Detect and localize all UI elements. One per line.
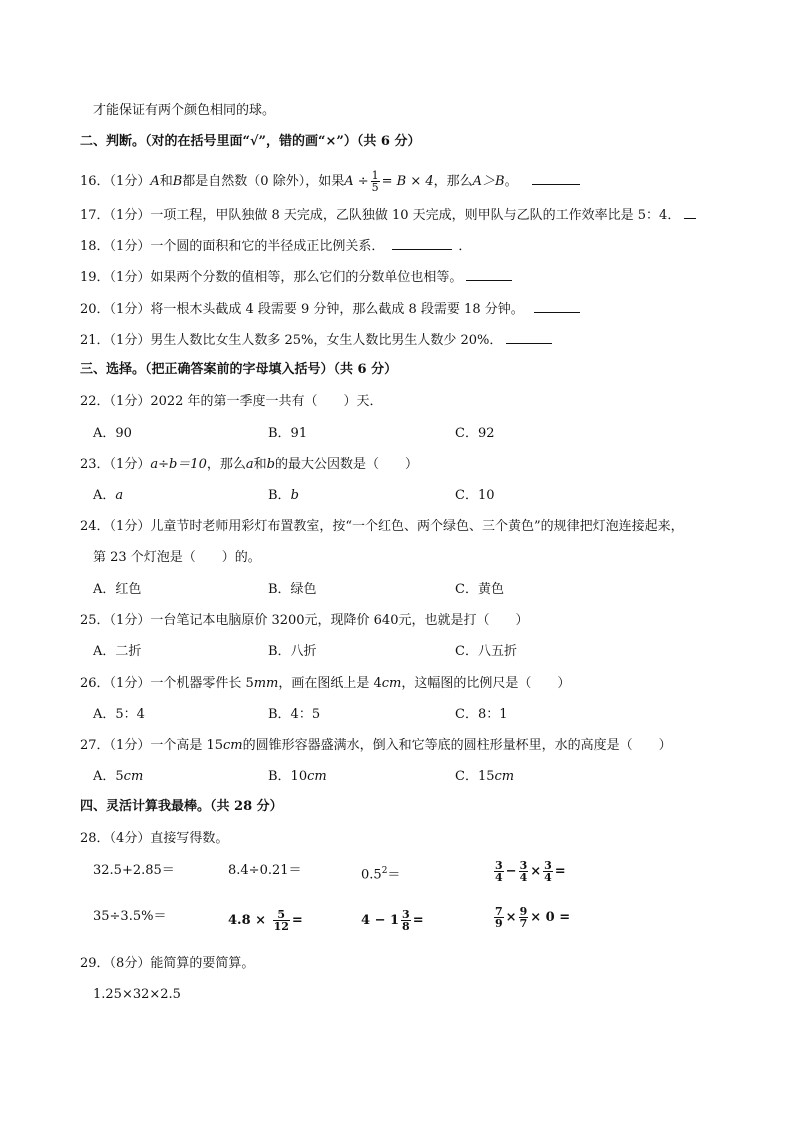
calc-item: 1.25×32×2.5 xyxy=(93,987,181,1002)
q16-text3: ，那么 xyxy=(433,174,473,189)
option-b[interactable]: B．91 xyxy=(268,426,308,441)
answer-blank[interactable] xyxy=(684,206,696,219)
q16-var-a: A xyxy=(150,174,160,189)
option-c[interactable]: C．黄色 xyxy=(455,582,504,597)
option-a[interactable]: A．二折 xyxy=(93,644,142,659)
question-18: 18．（1分）一个圆的面积和它的半径成正比例关系． ． xyxy=(80,239,472,254)
section-3-title: 三、选择。（把正确答案前的字母填入括号）（共 6 分） xyxy=(80,362,398,377)
option-c[interactable]: C．8：1 xyxy=(455,707,508,722)
option-a[interactable]: A．红色 xyxy=(93,582,142,597)
question-28: 28．（4分）直接写得数。 xyxy=(80,831,229,846)
carryover-text: 才能保证有两个颜色相同的球。 xyxy=(93,103,276,118)
option-b[interactable]: B．4：5 xyxy=(268,707,321,722)
q16-text1: 和 xyxy=(159,174,173,189)
q16-number: 16．（1分） xyxy=(80,174,151,189)
calc-item: $\frac{7}{9}$ × $\frac{9}{7}$ × 0 = xyxy=(495,905,571,930)
option-b[interactable]: B．10cm xyxy=(268,769,327,784)
option-c[interactable]: C．10 xyxy=(455,488,495,503)
option-c[interactable]: C．92 xyxy=(455,426,495,441)
calc-item: $\frac{3}{4}$ − $\frac{3}{4}$ × $\frac{3}{4}$ = xyxy=(495,859,566,884)
question-17: 17．（1分）一项工程，甲队独做 8 天完成，乙队独做 10 天完成，则甲队与乙队的工作效率比是 5：4． xyxy=(80,206,696,225)
question-29: 29．（8分）能简算的要简算。 xyxy=(80,956,255,971)
calc-item: 35÷3.5%＝ xyxy=(93,909,167,924)
answer-blank[interactable] xyxy=(466,268,512,281)
question-20: 20．（1分）将一根木头截成 4 段需要 9 分钟，那么截成 8 段需要 18 分钟。 xyxy=(80,300,580,319)
q16-var-b: B xyxy=(172,174,183,189)
question-16 xyxy=(80,170,580,193)
question-27: 27．（1分）一个高是 15cm的圆锥形容器盛满水，倒入和它等底的圆柱形量杯里，水的高度是（ ） xyxy=(80,738,672,753)
answer-blank[interactable] xyxy=(534,300,580,313)
calc-item: 8.4÷0.21＝ xyxy=(228,863,302,878)
option-b[interactable]: B．b xyxy=(268,488,299,503)
option-a[interactable]: A．5：4 xyxy=(93,707,145,722)
calc-item: $0.5^2=$ xyxy=(361,866,401,883)
q16-text2: 都是自然数（0 除外），如果 xyxy=(182,174,345,189)
question-19: 19．（1分）如果两个分数的值相等，那么它们的分数单位也相等。 xyxy=(80,268,512,287)
question-26: 26．（1分）一个机器零件长 5mm，画在图纸上是 4cm，这幅图的比例尺是（ ） xyxy=(80,676,571,691)
calc-item: 4 − 1 $\frac{3}{8}$ = xyxy=(361,908,424,933)
q16-text4: 。 xyxy=(504,174,518,189)
question-21: 21．（1分）男生人数比女生人数多 25%，女生人数比男生人数少 20%． xyxy=(80,331,552,350)
question-25: 25．（1分）一台笔记本电脑原价 3200元，现降价 640元，也就是打（ ） xyxy=(80,613,529,628)
question-24-cont: 第 23 个灯泡是（ ）的。 xyxy=(93,550,261,565)
answer-blank[interactable] xyxy=(532,172,580,185)
q16-expression: A ÷ $\frac{1}{5}$ = B × 4 xyxy=(344,169,434,194)
option-c[interactable]: C．15cm xyxy=(455,769,515,784)
option-b[interactable]: B．八折 xyxy=(268,644,317,659)
option-a[interactable]: A．5cm xyxy=(93,769,144,784)
option-a[interactable]: A．90 xyxy=(93,426,132,441)
q16-relation: A＞B xyxy=(472,174,505,189)
answer-blank[interactable] xyxy=(506,331,552,344)
section-2-title: 二、判断。（对的在括号里面“√”，错的画“×”）（共 6 分） xyxy=(80,134,421,149)
calc-item: 32.5+2.85＝ xyxy=(93,863,175,878)
question-24: 24．（1分）儿童节时老师用彩灯布置教室，按“一个红色、两个绿色、三个黄色”的规律把灯泡连接起来， xyxy=(80,519,684,534)
option-a[interactable]: A．a xyxy=(93,488,124,503)
calc-item: 4.8 × $\frac{5}{12}$ = xyxy=(228,908,303,933)
option-c[interactable]: C．八五折 xyxy=(455,644,517,659)
section-4-title: 四、灵活计算我最棒。（共 28 分） xyxy=(80,799,283,814)
question-23: 23．（1分）a÷b＝10，那么a和b的最大公因数是（ ） xyxy=(80,457,418,472)
answer-blank[interactable] xyxy=(392,237,452,250)
question-22: 22．（1分）2022 年的第一季度一共有（ ）天． xyxy=(80,394,383,409)
option-b[interactable]: B．绿色 xyxy=(268,582,317,597)
